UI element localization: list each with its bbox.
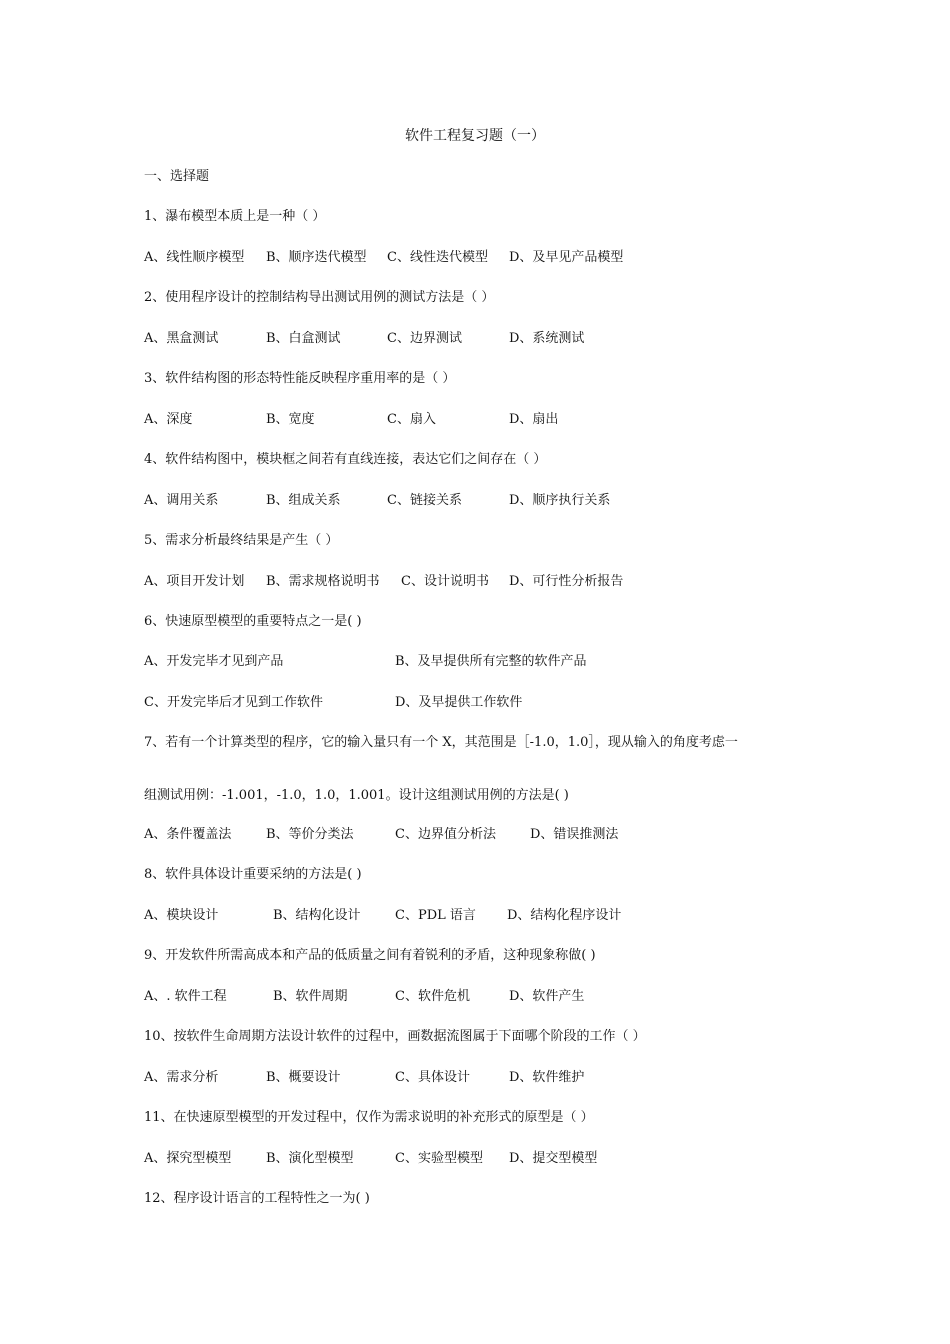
q1-option-c: C、线性迭代模型 bbox=[387, 250, 488, 265]
question-9: 9、开发软件所需高成本和产品的低质量之间有着锐利的矛盾，这种现象称做( ) bbox=[144, 948, 596, 963]
question-7-continued: 组测试用例：-1.001，-1.0，1.0，1.001。设计这组测试用例的方法是( ) bbox=[144, 788, 569, 803]
q3-option-a: A、深度 bbox=[144, 412, 193, 427]
q5-option-d: D、可行性分析报告 bbox=[509, 574, 624, 589]
q1-option-b: B、顺序迭代模型 bbox=[266, 250, 367, 265]
q4-option-c: C、链接关系 bbox=[387, 493, 462, 508]
q4-option-d: D、顺序执行关系 bbox=[509, 493, 611, 508]
q2-option-a: A、黑盒测试 bbox=[144, 331, 219, 346]
question-5: 5、需求分析最终结果是产生（ ） bbox=[144, 533, 339, 548]
q7-option-d: D、错误推测法 bbox=[530, 827, 619, 842]
question-8: 8、软件具体设计重要采纳的方法是( ) bbox=[144, 867, 362, 882]
q10-option-b: B、概要设计 bbox=[266, 1070, 341, 1085]
question-7: 7、若有一个计算类型的程序，它的输入量只有一个 X，其范围是［-1.0，1.0］，现从输入的角度考虑一 bbox=[144, 735, 738, 750]
q7-option-a: A、条件覆盖法 bbox=[144, 827, 232, 842]
q2-option-c: C、边界测试 bbox=[387, 331, 462, 346]
q9-option-b: B、软件周期 bbox=[273, 989, 348, 1004]
q8-option-c: C、PDL 语言 bbox=[395, 908, 476, 923]
question-12: 12、程序设计语言的工程特性之一为( ) bbox=[144, 1191, 370, 1206]
q6-option-b: B、及早提供所有完整的软件产品 bbox=[395, 654, 587, 669]
q11-option-b: B、演化型模型 bbox=[266, 1151, 354, 1166]
q5-option-c: C、设计说明书 bbox=[401, 574, 489, 589]
q11-option-d: D、提交型模型 bbox=[509, 1151, 598, 1166]
q10-option-d: D、软件维护 bbox=[509, 1070, 585, 1085]
q8-option-d: D、结构化程序设计 bbox=[507, 908, 622, 923]
question-10: 10、按软件生命周期方法设计软件的过程中，画数据流图属于下面哪个阶段的工作（ ） bbox=[144, 1029, 646, 1044]
q5-option-a: A、项目开发计划 bbox=[144, 574, 245, 589]
q3-option-d: D、扇出 bbox=[509, 412, 559, 427]
q11-option-c: C、实验型模型 bbox=[395, 1151, 483, 1166]
q1-option-a: A、线性顺序模型 bbox=[144, 250, 245, 265]
q6-option-c: C、开发完毕后才见到工作软件 bbox=[144, 695, 323, 710]
q8-option-a: A、模块设计 bbox=[144, 908, 219, 923]
q6-option-a: A、开发完毕才见到产品 bbox=[144, 654, 284, 669]
q10-option-a: A、需求分析 bbox=[144, 1070, 219, 1085]
page-title: 软件工程复习题（一） bbox=[405, 128, 545, 144]
q3-option-c: C、扇入 bbox=[387, 412, 436, 427]
section-heading: 一、选择题 bbox=[144, 169, 210, 184]
q6-option-d: D、及早提供工作软件 bbox=[395, 695, 523, 710]
q8-option-b: B、结构化设计 bbox=[273, 908, 361, 923]
q3-option-b: B、宽度 bbox=[266, 412, 315, 427]
q1-option-d: D、及早见产品模型 bbox=[509, 250, 624, 265]
q9-option-c: C、软件危机 bbox=[395, 989, 470, 1004]
q5-option-b: B、需求规格说明书 bbox=[266, 574, 380, 589]
q2-option-b: B、白盒测试 bbox=[266, 331, 341, 346]
question-2: 2、使用程序设计的控制结构导出测试用例的测试方法是（ ） bbox=[144, 290, 495, 305]
q4-option-b: B、组成关系 bbox=[266, 493, 341, 508]
question-6: 6、快速原型模型的重要特点之一是( ) bbox=[144, 614, 362, 629]
q4-option-a: A、调用关系 bbox=[144, 493, 219, 508]
question-11: 11、在快速原型模型的开发过程中，仅作为需求说明的补充形式的原型是（ ） bbox=[144, 1110, 594, 1125]
question-3: 3、软件结构图的形态特性能反映程序重用率的是（ ） bbox=[144, 371, 456, 386]
q7-option-c: C、边界值分析法 bbox=[395, 827, 496, 842]
q9-option-d: D、软件产生 bbox=[509, 989, 585, 1004]
q2-option-d: D、系统测试 bbox=[509, 331, 585, 346]
q10-option-c: C、具体设计 bbox=[395, 1070, 470, 1085]
q9-option-a: A、. 软件工程 bbox=[144, 989, 227, 1004]
q7-option-b: B、等价分类法 bbox=[266, 827, 354, 842]
question-4: 4、软件结构图中，模块框之间若有直线连接，表达它们之间存在（ ） bbox=[144, 452, 547, 467]
q11-option-a: A、探究型模型 bbox=[144, 1151, 232, 1166]
question-1: 1、瀑布模型本质上是一种（ ） bbox=[144, 209, 326, 224]
